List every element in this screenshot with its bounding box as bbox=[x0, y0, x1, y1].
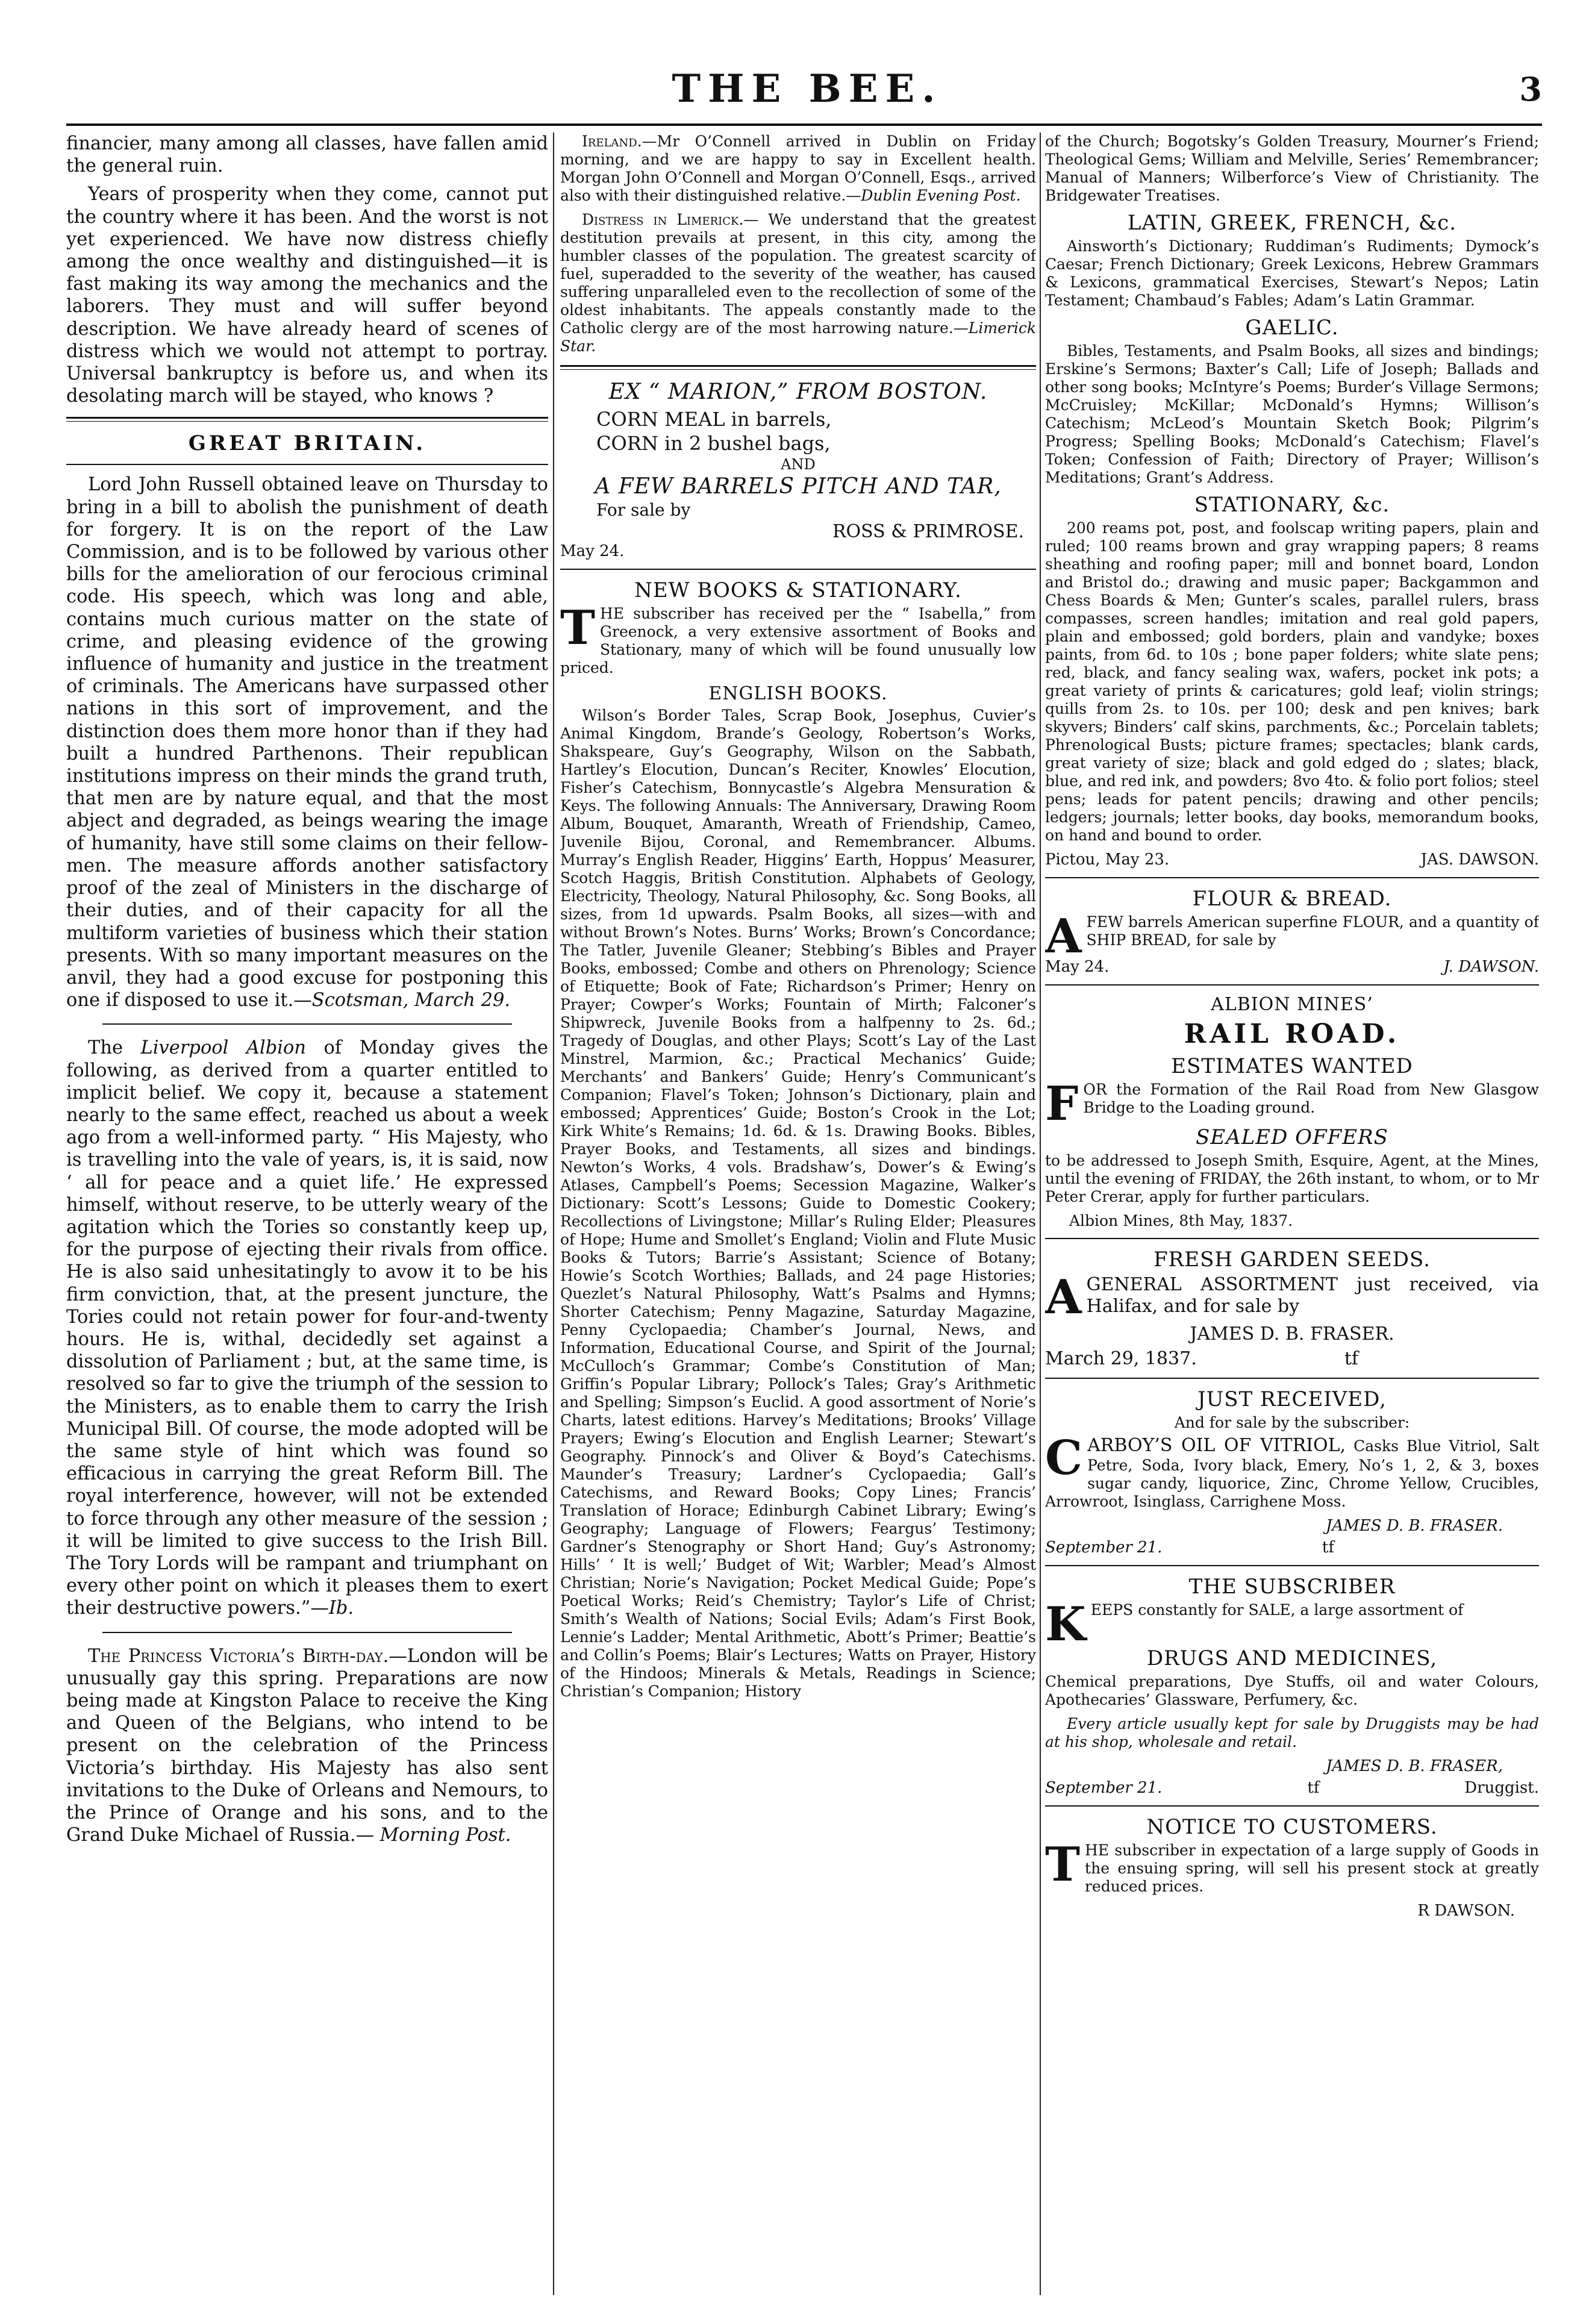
ad-body bbox=[1045, 1270, 1539, 1325]
article-limerick bbox=[560, 211, 1036, 355]
column-divider-1 bbox=[553, 133, 554, 2295]
ad-title: JUST RECEIVED, bbox=[1197, 1387, 1387, 1412]
ad-separator bbox=[560, 569, 1036, 570]
ad-marion bbox=[560, 380, 1036, 560]
ad-body bbox=[1045, 1431, 1539, 1511]
subheading-stationary: STATIONARY, &c. bbox=[1194, 493, 1390, 517]
ad-headline: A FEW BARRELS PITCH AND TAR, bbox=[595, 474, 1002, 499]
article-text: — We understand that the greatest destitution prevails at present, in this city, among the humbler classes of the population. The greatest scarcity of fuel, superadded to the severity of the weather, has caused suffering unparalleled even to the recollection of some of the oldest inhabitants. The appeals constantly made to the Catholic clergy are of the most harrowing nature.— bbox=[560, 211, 1036, 337]
ad-line: CORN in 2 bushel bags, bbox=[596, 432, 831, 455]
ad-subtitle: And for sale by the subscriber: bbox=[1174, 1414, 1410, 1432]
section-rule bbox=[560, 365, 1036, 370]
ad-new-books bbox=[560, 578, 1036, 1701]
ad-text: Casks Blue Vitriol, Salt Petre, Soda, Ivory black, Emery, No’s 1, 2, & 3, boxes sugar candy, liquorice, Zinc, Chrome Yellow, Crucibles, Arrowroot, Isinglass, Carrighene Moss. bbox=[1045, 1437, 1539, 1511]
article-separator bbox=[102, 1632, 512, 1633]
book-list: Bibles, Testaments, and Psalm Books, all sizes and bindings; Erskine’s Sermons; Baxter’s Call; Life of Joseph; Ballads and other song books; McIntyre’s Poems; Burder’s Village Sermons; McCruisley; McKillar; McDonald’s Hymns; Willison’s Catechism; McLeod’s Mountain Sketch Book; Pilgrim’s Progress; Spelling Books; McDonald’s Catechism; Flavel’s Token; Confession of Faith; Directory of Prayer; Willison’s Meditations; Grant’s Address. bbox=[1045, 342, 1539, 486]
column-3 bbox=[1045, 133, 1539, 2295]
ad-intro bbox=[560, 601, 1036, 677]
ad-tf: tf bbox=[1344, 1348, 1358, 1370]
column-1 bbox=[66, 133, 548, 2295]
ad-subheading: ESTIMATES WANTED bbox=[1171, 1054, 1413, 1079]
subheading-gaelic: GAELIC. bbox=[1245, 316, 1339, 340]
newspaper-title: THE BEE. bbox=[672, 66, 943, 111]
article-princess-birthday bbox=[66, 1645, 548, 1847]
ad-body bbox=[1045, 1076, 1539, 1132]
ad-forsale: For sale by bbox=[596, 500, 691, 520]
drop-cap: A bbox=[1045, 909, 1082, 964]
ad-title: FRESH GARDEN SEEDS. bbox=[1154, 1248, 1431, 1272]
section-rule bbox=[66, 464, 548, 465]
ad-body bbox=[1045, 909, 1539, 964]
article-text: Lord John Russell obtained leave on Thursday to bring in a bill to abolish the punishment of death for forgery. It is on the report of the Law Commission, and is to be followed by various other bills for the amelioration of our ferocious criminal code. His speech, which was long and able, contains much curious matter on the state of crime, and pleasing evidence of the growing influence of humanity and justice in the treatment of criminals. The Americans have surpassed other nations in this sort of improvement, and the distinction does them more honor than if they had built a hundred Parthenons. Their republican institutions impress on their minds the grand truth, that men are by nature equal, and that the most abject and degraded, as beings wearing the image of humanity, have still some claims on their fellow-men. The measure affords another satisfactory proof of the zeal of Ministers in the discharge of their duties, and of their capacity for all the multiform varieties of business which their station presents. With so many important measures on the anvil, they had a good excuse for postponing this one if disposed to use it. bbox=[66, 474, 548, 1011]
ad-separator bbox=[1045, 877, 1539, 878]
book-list-continued: of the Church; Bogotsky’s Golden Treasury, Mourner’s Friend; Theological Gems; William and Melville, Series’ Remembrancer; Manual of Manners; Wilberforce’s View of Christianity. The Bridgewater Treatises. bbox=[1045, 133, 1539, 204]
ad-title: THE SUBSCRIBER bbox=[1188, 1575, 1396, 1599]
ad-text: HE subscriber has received per the “ Isabella,” from Greenock, a very extensive assortment of Books and Stationary, many of which will be found unusually low priced. bbox=[560, 605, 1036, 676]
newspaper-name: Liverpool Albion bbox=[140, 1037, 306, 1059]
ad-headline: RAIL ROAD. bbox=[1184, 1019, 1400, 1050]
ad-date: September 21. bbox=[1045, 1778, 1163, 1797]
masthead-rule bbox=[66, 123, 1542, 126]
ad-signature bbox=[1045, 1348, 1539, 1369]
column-divider-2 bbox=[1040, 133, 1041, 2295]
book-list: Ainsworth’s Dictionary; Ruddiman’s Rudiments; Dymock’s Caesar; French Dictionary; Greek Lexicons, Hebrew Grammars & Lexicons, grammatical Exercises, Stewart’s Nepos; Latin Testament; Chambaud’s Fables; Adam’s Latin Grammar. bbox=[1045, 237, 1539, 309]
ad-separator bbox=[1045, 1238, 1539, 1239]
page-number: 3 bbox=[1519, 70, 1542, 108]
ad-rail-road bbox=[1045, 994, 1539, 1229]
ad-title: NOTICE TO CUSTOMERS. bbox=[1146, 1814, 1438, 1839]
ad-headline: DRUGS AND MEDICINES, bbox=[1146, 1646, 1438, 1670]
ad-headline: ARBOY’S OIL OF VITRIOL, bbox=[1087, 1435, 1346, 1457]
ad-notice-customers bbox=[1045, 1815, 1539, 1920]
ad-date: May 24. bbox=[1045, 958, 1110, 976]
ad-tf: tf bbox=[1322, 1538, 1334, 1557]
ad-role: Druggist. bbox=[1464, 1778, 1539, 1797]
ad-name: JAMES D. B. FRASER, bbox=[1326, 1757, 1503, 1775]
ad-signature bbox=[1045, 958, 1539, 976]
drop-cap: K bbox=[1045, 1597, 1086, 1652]
article-fragment: financier, many among all classes, have fallen amid the general ruin. bbox=[66, 133, 548, 177]
ad-title: ALBION MINES’ bbox=[1211, 994, 1373, 1016]
ad-name: JAS. DAWSON. bbox=[1420, 851, 1539, 869]
article-source: —Scotsman, March 29. bbox=[293, 990, 511, 1011]
ad-date: May 24. bbox=[560, 542, 625, 560]
article-source: —Dublin Evening Post. bbox=[846, 187, 1021, 204]
ad-separator bbox=[1045, 1378, 1539, 1379]
ad-body bbox=[1045, 1597, 1539, 1652]
ad-title: EX “ MARION,” FROM BOSTON. bbox=[608, 380, 988, 404]
ad-date: September 21. bbox=[1045, 1538, 1163, 1557]
masthead bbox=[72, 66, 1542, 120]
ad-signature bbox=[1045, 1538, 1539, 1557]
ad-body: to be addressed to Joseph Smith, Esquire, Agent, at the Mines, until the evening of FRIDAY, the 26th instant, to whom, or to Mr Peter Crerar, apply for further particulars. bbox=[1045, 1152, 1539, 1206]
ad-title: FLOUR & BREAD. bbox=[1192, 887, 1392, 911]
ad-subscriber-drugs bbox=[1045, 1575, 1539, 1796]
ad-date: Pictou, May 23. bbox=[1045, 851, 1170, 869]
ad-just-received bbox=[1045, 1387, 1539, 1557]
stationary-list: 200 reams pot, post, and foolscap writing papers, plain and ruled; 100 reams brown and gray wrapping papers; 8 reams sheathing and roofing paper; mill and bonnet board, London and Bristol do.; drawing and music paper; Backgammon and Chess Boards & Men; Gunter’s scales, parallel rulers, brass compasses, screen handles; imitation and real gold papers, plain and embossed; gold borders, plain and vandyke; boxes paints, from 6d. to 10s ; bone paper folders; white slate pens; red, black, and fancy sealing wax, wafers, pocket ink pots; a great variety of prints & caricatures; gold leaf; violin strings; quills from 2s. to 10s. per 100; desk and pen knives; bark skyvers; Binders’ calf skins, parchments, &c.; Porcelain tablets; Phrenological Busts; picture frames; spectacles; blank cards, great variety of size; black and gold edged do ; slates; black, blue, and red ink, and powders; 8vo 4to. & folio port folios; steel pens; leads for patent pencils; drawing and other pencils; ledgers; journals; letter books, day books, memorandum books, on hand and bound to order. bbox=[1045, 519, 1539, 844]
drop-cap: F bbox=[1045, 1076, 1079, 1132]
ad-body bbox=[1045, 1837, 1539, 1896]
ad-date: Albion Mines, 8th May, 1837. bbox=[1069, 1212, 1293, 1230]
subheading-latin-greek: LATIN, GREEK, FRENCH, &c. bbox=[1127, 211, 1457, 235]
article-liverpool-albion bbox=[66, 1037, 548, 1619]
article-ireland bbox=[560, 133, 1036, 205]
drop-cap: A bbox=[1045, 1270, 1082, 1325]
ad-title: NEW BOOKS & STATIONARY. bbox=[634, 578, 962, 602]
article-source: —Ib. bbox=[310, 1598, 354, 1619]
ad-signature bbox=[1045, 851, 1539, 869]
drop-cap: T bbox=[560, 601, 596, 655]
article-lead: Ireland. bbox=[582, 133, 642, 150]
article-text: of Monday gives the following, as derived from a quarter entitled to implicit belief. We copy it, because a statement nearly to the same effect, reached us about a week ago from a well-informed party. “ His Majesty, who is travelling into the vale of years, is, it is said, now ‘ all for peace and a quiet life.’ He expressed himself, without reserve, to be utterly weary of the agitation which the Tories so constantly keep up, for the purpose of ejecting their rivals from office. He is also said unhesitatingly to avow it to be his firm conviction, that, at the present juncture, the Tories could not retain power for four-and-twenty hours. He is, withal, decidedly set against a dissolution of Parliament ; but, at the same time, is resolved so far to give the triumph of the session to the Ministers, as to enable them to carry the Irish Municipal Bill. Of course, the mode adopted will be the same style of hint which was found so efficacious in carrying the great Reform Bill. The royal interference, however, will not be extended to force through any other measure of the session ; it will be limited to give success to the Irish Bill. The Tory Lords will be rampant and triumphant on every other point on which it pleases them to exert their destructive powers.” bbox=[66, 1037, 548, 1619]
drop-cap: C bbox=[1045, 1431, 1083, 1486]
ad-flour bbox=[1045, 887, 1539, 976]
ad-note: Every article usually kept for sale by Druggists may be had at his shop, wholesale and retail. bbox=[1045, 1714, 1539, 1751]
article-forgery-bill bbox=[66, 473, 548, 1011]
article-source: — Morning Post. bbox=[355, 1825, 511, 1846]
ad-name: JAMES D. B. FRASER. bbox=[1190, 1323, 1394, 1345]
ad-body: Chemical preparations, Dye Stuffs, oil and water Colours, Apothecaries’ Glassware, Perfumery, &c. bbox=[1045, 1672, 1539, 1708]
ad-text: HE subscriber in expectation of a large supply of Goods in the ensuing spring, will sell his present stock at greatly reduced prices. bbox=[1085, 1841, 1539, 1895]
section-rule bbox=[66, 417, 548, 422]
ad-name: JAMES D. B. FRASER. bbox=[1326, 1517, 1503, 1535]
drop-cap: T bbox=[1045, 1837, 1081, 1892]
ad-text: GENERAL ASSORTMENT just received, via Halifax, and for sale by bbox=[1086, 1274, 1539, 1317]
ad-text: OR the Formation of the Rail Road from New Glasgow Bridge to the Loading ground. bbox=[1083, 1081, 1539, 1117]
article-source: Limerick Star. bbox=[560, 319, 1036, 355]
column-2 bbox=[560, 133, 1036, 2295]
ad-name: J. DAWSON. bbox=[1443, 958, 1539, 976]
ad-tf: tf bbox=[1307, 1778, 1320, 1797]
ad-separator bbox=[1045, 984, 1539, 986]
ad-text: FEW barrels American superfine FLOUR, and a quantity of SHIP BREAD, for sale by bbox=[1086, 913, 1539, 949]
article-text: The bbox=[88, 1037, 141, 1059]
ad-name: R DAWSON. bbox=[1417, 1901, 1515, 1920]
ad-separator bbox=[1045, 1805, 1539, 1807]
ad-text: EEPS constantly for SALE, a large assortment of bbox=[1090, 1601, 1464, 1619]
ad-separator bbox=[1045, 1565, 1539, 1566]
section-heading-great-britain: GREAT BRITAIN. bbox=[188, 431, 426, 456]
ad-subheading: ENGLISH BOOKS. bbox=[708, 683, 888, 704]
article-text: —London will be unusually gay this spring. Preparations are now being made at Kingston Palace to receive the King and Queen of the Belgians, who intend to be present on the celebration of the Princess Victoria’s birthday. His Majesty has also sent invitations to the Duke of Orleans and Nemours, to the Prince of Orange and his sons, and to the Grand Duke Michael of Russia. bbox=[66, 1645, 548, 1846]
ad-seller: ROSS & PRIMROSE. bbox=[832, 521, 1024, 542]
article-text: —Mr O’Connell arrived in Dublin on Friday morning, and we are happy to say in Excellent health. Morgan John O’Connell and Morgan O’Connell, Esqs., arrived also with their distinguished relative. bbox=[560, 133, 1036, 204]
ad-garden-seeds bbox=[1045, 1248, 1539, 1369]
article-lead: The Princess Victoria’s Birth-day. bbox=[88, 1645, 389, 1667]
ad-and: AND bbox=[781, 456, 816, 473]
ad-date: March 29, 1837. bbox=[1045, 1348, 1197, 1370]
article-paragraph: Years of prosperity when they come, cannot put the country where it has been. And the worst is not yet experienced. We have now distress chiefly among the once wealthy and distinguished—it is fast making its way among the mechanics and the laborers. They must and will suffer beyond description. We have already heard of scenes of distress which we would not attempt to portray. Universal bankruptcy is before us, and when its desolating march will be stayed, who knows ? bbox=[66, 184, 548, 407]
book-list: Wilson’s Border Tales, Scrap Book, Josephus, Cuvier’s Animal Kingdom, Brande’s Geology, Robertson’s Works, Shakspeare, Guy’s Geography, Wilson on the Sabbath, Hartley’s Elocution, Duncan’s Reciter, Knowles’ Elocution, Fisher’s Catechism, Bonnycastle’s Algebra Mensuration & Keys. The following Annuals: The Anniversary, Drawing Room Album, Bouquet, Amaranth, Wreath of Friendship, Cameo, Juvenile Bijou, Coronal, and Remembrancer. Albums. Murray’s English Reader, Higgins’ Earth, Hoppus’ Measurer, Scotch Haggis, British Constitution. Alphabets of Geology, Electricity, Theology, Natural Philosophy, &c. Song Books, all sizes, from 1d upwards. Psalm Books, all sizes—with and without Brown’s Notes. Burns’ Works; Brown’s Concordance; The Tatler, Juvenile Gleaner; Stebbing’s Bibles and Prayer Books, embossed; Combe and others on Phrenology; Science of Etiquette; Book of Fate; Richardson’s Primer; Henry on Prayer; Cowper’s Works; Fountain of Mirth; Falconer’s Shipwreck, Juvenile Books from a halfpenny to 2s. 6d.; Tragedy of Douglas, and other Plays; Scott’s Lay of the Last Minstrel, Marmion, &c.; Practical Mechanics’ Guide; Merchants’ and Bankers’ Guide; Henry’s Communicant’s Companion; Flavel’s Token; Johnson’s Dictionary, plain and embossed; Apprentices’ Guide; Boston’s Crook in the Lot; Kirk White’s Remains; 1d. 6d. & 1s. Drawing Books. Bibles, Prayer Books, and Testaments, all sizes and bindings. Newton’s Works, 4 vols. Bradshaw’s, Dower’s & Ewing’s Atlases, Campbell’s Poems; Secession Magazine, Walker’s Dictionary: Scott’s Lessons; Guide to Domestic Cookery; Recollections of Livingstone; Millar’s Ruling Elder; Pleasures of Hope; Hume and Smollet’s England; Violin and Flute Music Books & Tutors; Barrie’s Assistant; Science of Botany; Howie’s Scotch Worthies; Ballads, and 24 page Histories; Quezlet’s Natural Philosophy, Watt’s Psalms and Hymns; Shorter Catechism; Penny Magazine, Saturday Magazine, Penny Cyclopaedia; Chamber’s Journal, News, and Information, Educational Course, and Spirit of the Journal; McCulloch’s Grammar; Combe’s Constitution of Man; Griffin’s Popular Library; Pollock’s Tales; Gray’s Arithmetic and Spelling; Simpson’s Euclid. A good assortment of Norie’s Charts, latest editions. Harvey’s Meditations; Brooks’ Village Prayers; Ewing’s Elocution and English Learner; Stewart’s Geography. Pinnock’s and Oliver & Boyd’s Catechisms. Maunder’s Treasury; Lardner’s Cyclopaedia; Gall’s Catechisms, and Reward Books; Copy Lines; Francis’ Translation of Horace; Edinburgh Cabinet Library; Ewing’s Geography; Language of Flowers; Feargus’ Testimony; Gardner’s Stenography or Short Hand; Guy’s Astronomy; Hills’ ‘ It is well;’ Budget of Wit; Warbler; Mead’s Almost Christian; Norie’s Navigation; Pocket Medical Guide; Pope’s Poetical Works; Reid’s Chemistry; Taylor’s Life of Christ; Smith’s Wealth of Nations; Social Evils; Adam’s First Book, Lennie’s Ladder; Mental Arithmetic, Abott’s Primer; Beattie’s and Collin’s Poems; Blair’s Lectures; Watts on Prayer, History of the Hindoos; Minerals & Metals, Readings in Science; Christian’s Companion; History bbox=[560, 707, 1036, 1700]
ad-line: CORN MEAL in barrels, bbox=[596, 408, 832, 431]
article-separator bbox=[102, 1023, 512, 1025]
article-lead: Distress in Limerick. bbox=[582, 211, 744, 228]
ad-signature bbox=[1045, 1779, 1539, 1797]
ad-sealed-offers: SEALED OFFERS bbox=[1196, 1125, 1388, 1150]
